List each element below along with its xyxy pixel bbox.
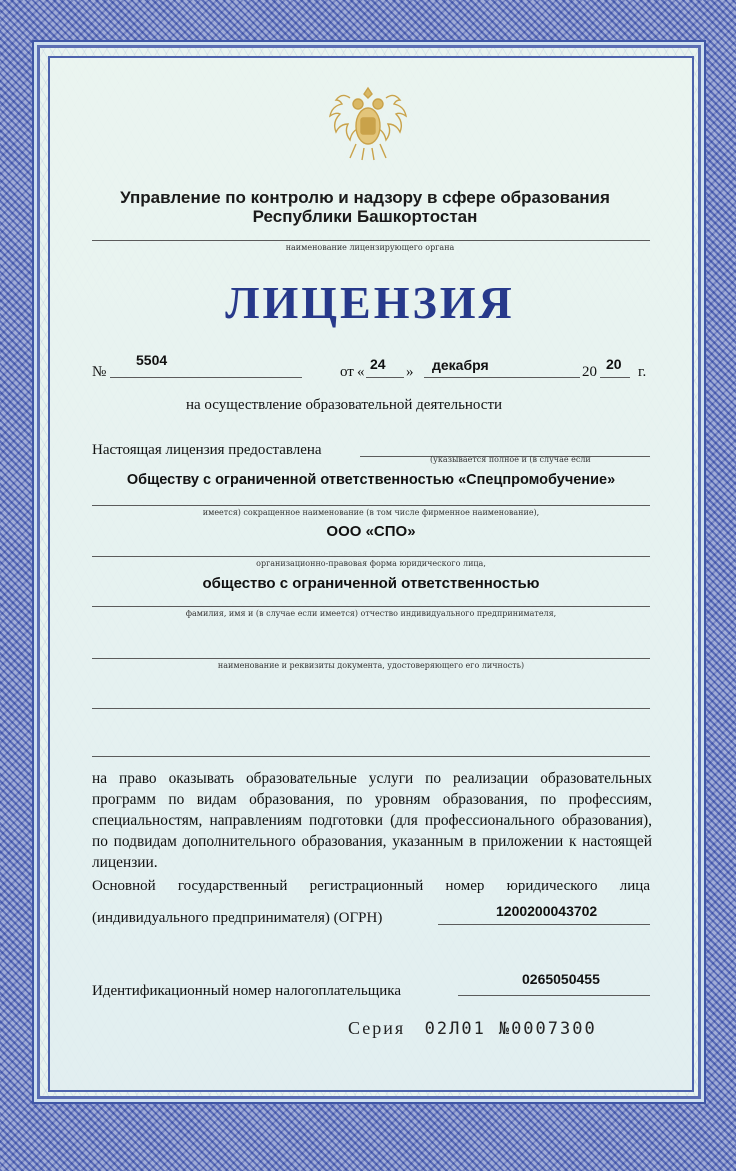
ogrn-label-line2: (индивидуального предпринимателя) (ОГРН) <box>92 910 383 926</box>
licensee-legal-form: общество с ограниченной ответственностью <box>202 575 540 592</box>
inn-value: 0265050455 <box>522 971 600 987</box>
year-underline <box>600 377 630 378</box>
license-day: 24 <box>370 356 386 372</box>
number-label: № <box>92 364 107 380</box>
quote-close: » <box>406 364 414 380</box>
series-number: №0007300 <box>498 1019 597 1039</box>
legal-form-underline <box>92 606 650 607</box>
granted-caption-3: организационно-правовая форма юридического лица, <box>256 559 486 568</box>
short-name-underline <box>92 556 650 557</box>
inn-underline <box>458 995 650 996</box>
month-underline <box>424 377 580 378</box>
license-month: декабря <box>432 357 489 373</box>
blank-underline-1 <box>92 708 650 709</box>
granted-caption-1: (указывается полное и (в случае если <box>430 455 591 464</box>
form-series <box>348 1018 597 1039</box>
blank-underline-2 <box>92 756 650 757</box>
granted-caption-2: имеется) сокращенное наименование (в том числе фирменное наименование), <box>202 508 540 517</box>
year-label: г. <box>638 364 647 380</box>
date-from-label: от <box>340 364 354 380</box>
quote-open: « <box>357 364 365 380</box>
granted-caption-5: наименование и реквизиты документа, удостоверяющего его личность) <box>217 661 525 670</box>
series-label: Серия <box>348 1018 406 1038</box>
number-underline <box>110 377 302 378</box>
year-prefix: 20 <box>582 364 597 380</box>
ogrn-underline <box>438 924 650 925</box>
granted-caption-4: фамилия, имя и (в случае если имеется) отчество индивидуального предпринимателя, <box>185 609 557 618</box>
authority-underline <box>92 240 650 241</box>
authority-caption: наименование лицензирующего органа <box>285 243 455 252</box>
document-title: ЛИЦЕНЗИЯ <box>225 277 515 328</box>
license-year: 20 <box>606 356 622 372</box>
full-name-underline <box>92 505 650 506</box>
inn-label: Идентификационный номер налогоплательщика <box>92 983 402 999</box>
license-number: 5504 <box>136 352 168 368</box>
day-underline <box>366 377 404 378</box>
license-rights-text: на право оказывать образовательные услуги по реализации образовательных программ по видам образования, по уровням образования, по профессиям, специальностям, направлениям подготовки (для профессионального образования), по подвидам дополнительного образования, указанным в приложении к настоящей лицензии. <box>92 770 652 871</box>
authority-name-line1: Управление по контролю и надзору в сфере образования <box>120 188 610 207</box>
series-code: 02Л01 <box>424 1019 486 1039</box>
licensee-full-name: Обществу с ограниченной ответственностью «Спецпромобучение» <box>126 472 616 488</box>
licensee-short-name: ООО «СПО» <box>326 523 416 540</box>
coat-of-arms-emblem <box>320 82 416 166</box>
entrepreneur-underline <box>92 658 650 659</box>
license-purpose: на осуществление образовательной деятельности <box>186 397 503 413</box>
authority-name-line2: Республики Башкортостан <box>252 207 478 226</box>
ogrn-value: 1200200043702 <box>496 903 598 919</box>
ogrn-label-line1: Основной государственный регистрационный номер юридического лица <box>92 878 650 894</box>
granted-label: Настоящая лицензия предоставлена <box>92 442 322 458</box>
